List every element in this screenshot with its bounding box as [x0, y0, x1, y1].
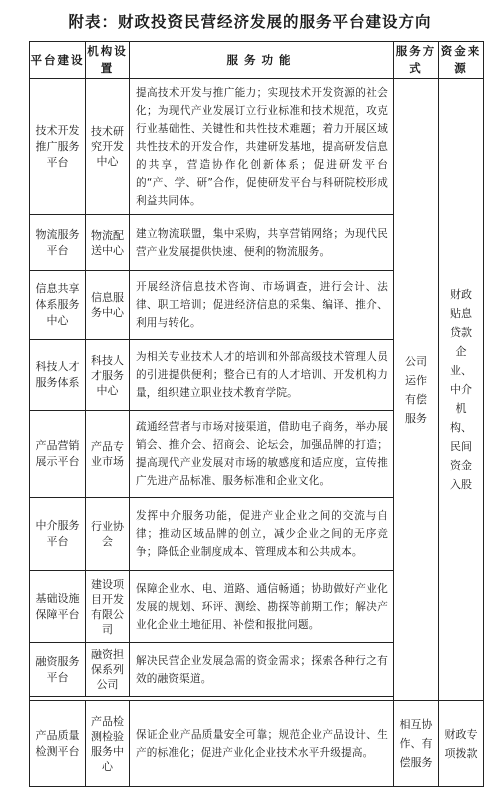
function-cell: 解决民营企业发展急需的资金需求；探索各种行之有效的融资渠道。: [130, 643, 394, 697]
platform-cell: 物流服务平台: [30, 215, 86, 271]
function-cell: 疏通经营者与市场对接渠道，借助电子商务，举办展销会、推介会、招商会、论坛会，加强品牌的打造；提高现代产业发展对市场的敏感度和适应度，宣传推广先进产品标准、服务标准和企业文化。: [130, 411, 394, 498]
funding-source-text: 财政贴息贷款企业、中介机构、民间资金入股: [450, 288, 472, 491]
funding-source-cell-last: [439, 701, 484, 787]
service-mode-text-last: 相互协作、有偿服务: [399, 718, 433, 769]
document-title: 附表：财政投资民营经济发展的服务平台建设方向: [68, 12, 432, 31]
table-row: [30, 701, 484, 787]
platform-cell: 科技人才服务体系: [30, 340, 86, 411]
header-funding: 资金来源: [439, 42, 484, 79]
table-row: [30, 79, 484, 215]
service-platform-table: [29, 41, 484, 787]
function-cell: 发挥中介服务功能，促进产业企业之间的交流与自律；推动区域品牌的创立，减少企业之间的无序竞争；降低企业制度成本、管理成本和公共成本。: [130, 498, 394, 571]
institution-cell: 融资担保系列公司: [86, 643, 130, 697]
function-cell: 保证企业产品质量安全可靠；规范企业产品设计、生产的标准化；促进产业化企业技术水平升级提高。: [130, 701, 394, 787]
service-mode-text: 公司运作有偿服务: [405, 354, 427, 425]
institution-cell: 信息服务中心: [86, 271, 130, 340]
table-header-row: [30, 42, 484, 79]
platform-cell: 产品质量检测平台: [30, 701, 86, 787]
funding-source-cell: [439, 79, 484, 701]
platform-cell: 产品营销展示平台: [30, 411, 86, 498]
header-function: 服务功能: [130, 42, 394, 79]
platform-cell: 技术开发推广服务平台: [30, 79, 86, 215]
institution-cell: 产品检测检验服务中心: [86, 701, 130, 787]
function-cell: 建立物流联盟，集中采购，共享营销网络；为现代民营产业发展提供快速、便利的物流服务。: [130, 215, 394, 271]
platform-cell: 信息共享体系服务中心: [30, 271, 86, 340]
function-cell: 为相关专业技术人才的培训和外部高级技术管理人员的引进提供便利；整合已有的人才培训、开发机构力量，组织建立职业技术教育学院。: [130, 340, 394, 411]
function-cell: 提高技术开发与推广能力；实现技术开发资源的社会化；为现代产业发展订立行业标准和技术规范，攻克行业基础性、关键性和共性技术难题；着力开展区域共性技术的开发合作，共建研发基地，提高研发信息的共享，营造协作化创新体系；促进研发平台的“产、学、研”合作，促使研发平台与科研院校形成利益共同体。: [130, 79, 394, 215]
platform-cell: 基础设施保障平台: [30, 571, 86, 643]
header-mode: 服务方式: [394, 42, 439, 79]
institution-cell: 产品专业市场: [86, 411, 130, 498]
function-cell: 开展经济信息技术咨询、市场调查，进行会计、法律、职工培训；促进经济信息的采集、编译、推介、利用与转化。: [130, 271, 394, 340]
institution-cell: 物流配送中心: [86, 215, 130, 271]
platform-cell: 中介服务平台: [30, 498, 86, 571]
function-cell: 保障企业水、电、道路、通信畅通；协助做好产业化发展的规划、环评、测绘、勘探等前期工作；解决产业化企业土地征用、补偿和报批问题。: [130, 571, 394, 643]
header-institution: 机构设置: [86, 42, 130, 79]
institution-cell: 技术研究开发中心: [86, 79, 130, 215]
institution-cell: 行业协会: [86, 498, 130, 571]
institution-cell: 科技人才服务中心: [86, 340, 130, 411]
platform-cell: 融资服务平台: [30, 643, 86, 697]
institution-cell: 建设项目开发有限公司: [86, 571, 130, 643]
header-platform: 平台建设: [30, 42, 86, 79]
funding-source-text-last: 财政专项拨款: [444, 727, 478, 760]
service-mode-cell-last: [394, 701, 439, 787]
service-mode-cell: [394, 79, 439, 701]
